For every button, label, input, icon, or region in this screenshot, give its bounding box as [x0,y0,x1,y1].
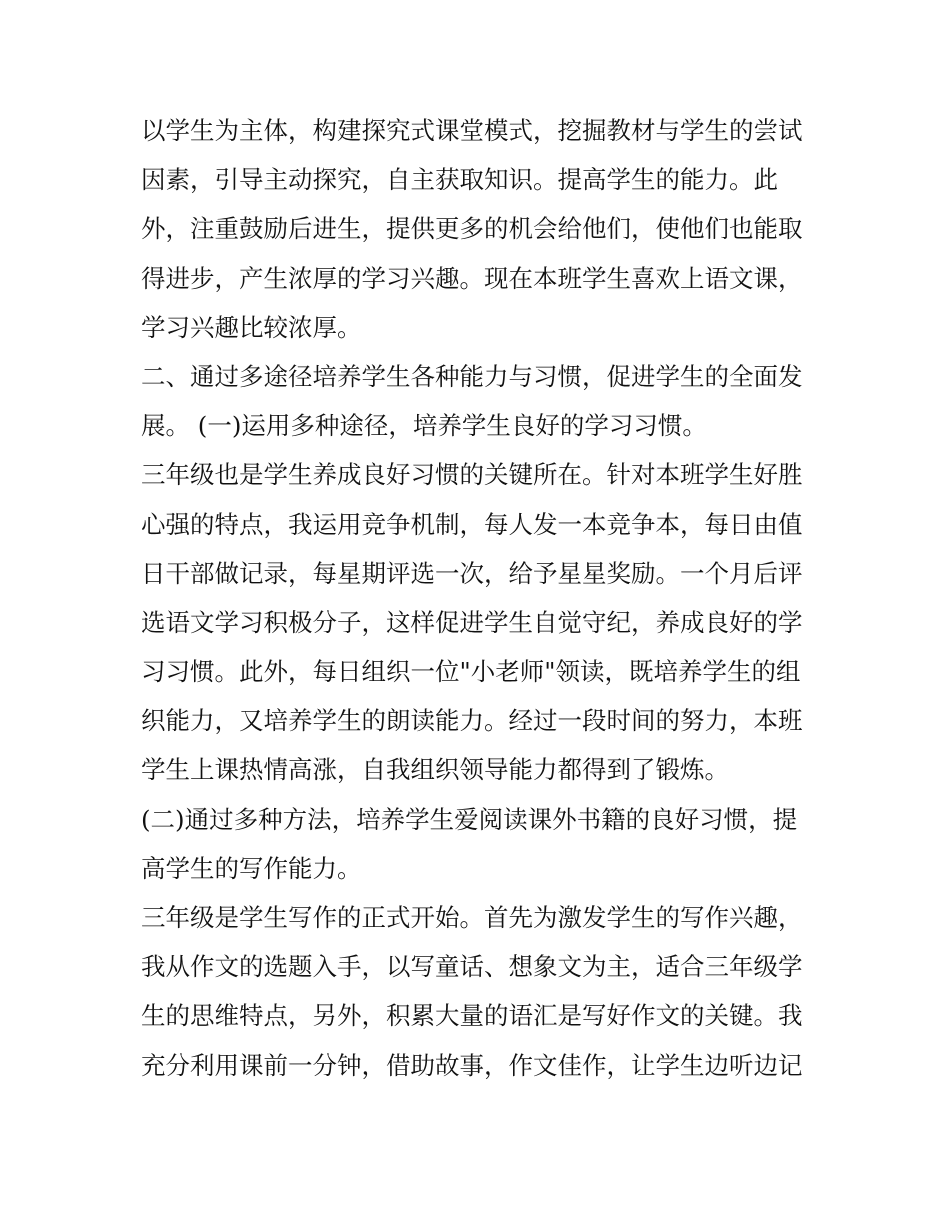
text-line: 织能力，又培养学生的朗读能力。经过一段时间的努力，本班 [141,706,803,736]
subsection-heading-line: (二)通过多种方法，培养学生爱阅读课外书籍的良好习惯，提 [141,804,798,834]
text-line: 学生上课热情高涨，自我组织领导能力都得到了锻炼。 [141,755,729,785]
body-text [141,106,821,1090]
text-line: 以学生为主体，构建探究式课堂模式，挖掘教材与学生的尝试 [141,116,803,145]
text-line: 习习惯。此外，每日组织一位"小老师"领读，既培养学生的组 [141,657,801,687]
section-heading-line: 展。 (一)运用多种途径，培养学生良好的学习习惯。 [141,411,707,441]
text-line: 选语文学习积极分子，这样促进学生自觉守纪，养成良好的学 [141,607,803,637]
text-line: 日干部做记录，每星期评选一次，给予星星奖励。一个月后评 [141,558,803,588]
text-line: 得进步，产生浓厚的学习兴趣。现在本班学生喜欢上语文课， [141,263,803,293]
text-line: 学习兴趣比较浓厚。 [141,312,362,342]
text-line: 外，注重鼓励后进生，提供更多的机会给他们，使他们也能取 [141,214,803,244]
subsection-heading-line: 高学生的写作能力。 [141,853,362,883]
text-line: 我从作文的选题入手，以写童话、想象文为主，适合三年级学 [141,952,803,982]
text-line: 充分利用课前一分钟，借助故事，作文佳作，让学生边听边记 [141,1050,803,1080]
section-heading-line: 二、通过多途径培养学生各种能力与习惯，促进学生的全面发 [141,361,803,391]
text-line: 因素，引导主动探究，自主获取知识。提高学生的能力。此 [141,165,778,195]
text-line: 三年级也是学生养成良好习惯的关键所在。针对本班学生好胜 [141,460,803,490]
text-line: 心强的特点，我运用竞争机制，每人发一本竞争本，每日由值 [141,509,803,539]
text-line: 三年级是学生写作的正式开始。首先为激发学生的写作兴趣， [141,903,803,932]
text-line: 生的思维特点，另外，积累大量的语汇是写好作文的关键。我 [141,1001,803,1031]
